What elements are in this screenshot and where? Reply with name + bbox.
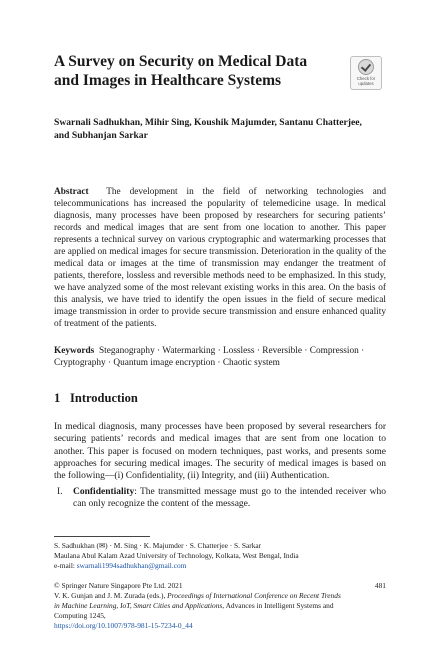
footnote-divider — [54, 536, 150, 537]
check-for-updates-badge[interactable] — [350, 56, 382, 90]
section-number: 1 — [54, 391, 61, 405]
footnote-affiliation: Maulana Abul Kalam Azad University of Technology, Kolkata, West Bengal, India — [54, 551, 299, 560]
email-link[interactable]: swarnali1994sadhukhan@gmail.com — [76, 561, 187, 570]
page-number: 481 — [374, 581, 386, 590]
paper-page — [54, 0, 386, 666]
section-heading — [54, 391, 138, 406]
publication-footer — [54, 581, 344, 631]
paper-title — [54, 52, 324, 90]
list-item-text — [73, 486, 386, 511]
author-list-line-1: Swarnali Sadhukhan, Mihir Sing, Koushik Majumder, Santanu Chatterjee, — [54, 117, 362, 128]
series-info: , Advances in Intelligent Systems and Computing 1245, — [54, 601, 334, 620]
keywords — [54, 345, 386, 369]
paper-title-line-1: A Survey on Security on Medical Data — [54, 53, 308, 70]
list-marker: I. — [57, 487, 63, 497]
list-term: Confidentiality — [73, 487, 135, 497]
footnote-email-label: e-mail: — [54, 561, 75, 570]
editors: V. K. Gunjan and J. M. Zurada (eds.), — [54, 591, 168, 600]
abstract-text: The development in the field of networking technologies and telecommunications has increased the popularity of telemedicine usage. In medical diagnosis, many processes have been proposed by researchers for securing patients’ records and medical images that are sent from one location to another. This paper represents a technical survey on various cryptographic and watermarking processes that are applied on medical images for secure transmission. Deterioration in the quality of the medical data or images at the time of transmission may endanger the treatment of patients, therefore, lossless and reversible methods need to be emphasized. In this study, we have analyzed some of the most relevant existing works in this area. On the basis of this analysis, we have tried to identify the open issues in the field of secure medical image transmission in order to provide secure transmission and ensure enhanced quality of treatment of the patients. — [54, 187, 386, 329]
author-footnote — [54, 541, 386, 571]
abstract — [54, 186, 386, 330]
footnote-authors: S. Sadhukhan (✉) · M. Sing · K. Majumder · S. Chatterjee · S. Sarkar — [54, 541, 262, 550]
proceedings-title: Proceedings of International Conference on Recent Trends in Machine Learning, IoT, Smart Cities and Applications — [54, 591, 341, 610]
keywords-text: Steganography · Watermarking · Lossless · Reversible · Compression · Cryptography · Quantum image encryption · Chaotic system — [54, 346, 365, 368]
keywords-label: Keywords — [54, 346, 95, 356]
paper-title-line-2: and Images in Healthcare Systems — [54, 72, 282, 89]
section-title: Introduction — [70, 391, 138, 405]
check-icon — [358, 59, 374, 75]
doi-link[interactable]: https://doi.org/10.1007/978-981-15-7234-0_44 — [54, 621, 193, 630]
check-badge-line-1: Check for — [356, 76, 376, 81]
list-description: : The transmitted message must go to the intended receiver who can only recognize the content of the message. — [73, 487, 386, 510]
copyright-notice: © Springer Nature Singapore Pte Ltd. 2021 — [54, 581, 183, 590]
check-badge-line-2: updates — [358, 81, 374, 86]
author-list-line-2: and Subhanjan Sarkar — [54, 130, 148, 141]
intro-paragraph: In medical diagnosis, many processes have been proposed by several researchers for securing patients’ records and medical images that are sent from one location to another. This paper is focused on modern techniques, past works, and presents some approaches for securing medical images. The security of medical images is based on the following—(i) Confidentiality, (ii) Integrity, and (iii) Authentication. — [54, 422, 386, 482]
check-for-updates-label — [351, 76, 381, 86]
abstract-label: Abstract — [54, 187, 89, 197]
author-list — [54, 116, 386, 142]
